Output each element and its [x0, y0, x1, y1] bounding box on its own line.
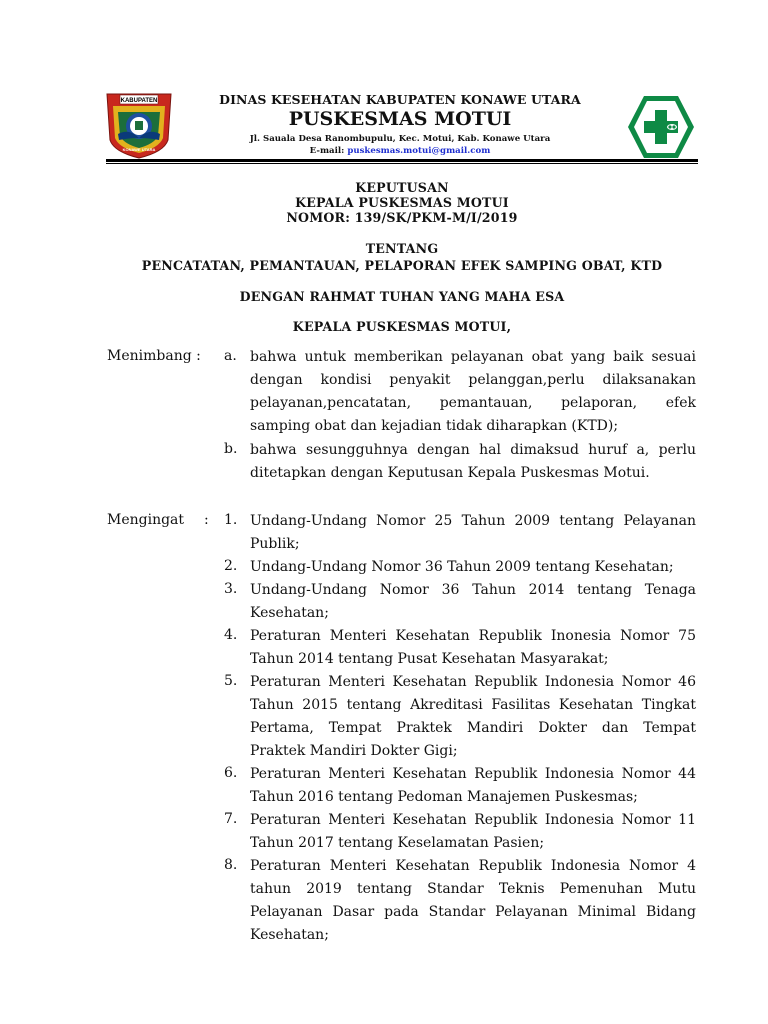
- regency-logo: [104, 90, 174, 160]
- mengingat-marker-8: 8.: [224, 857, 238, 873]
- puskesmas-emblem-icon: [626, 94, 696, 160]
- text-line: dengan kondisi penyakit pelanggan,perlu dilaksanakan: [250, 372, 696, 388]
- decree-title: KEPUTUSAN: [355, 180, 449, 195]
- mengingat-item-4: [250, 625, 696, 671]
- text-line: Tahun 2014 tentang Pusat Kesehatan Masyarakat;: [250, 651, 609, 667]
- text-line: Publik;: [250, 536, 300, 552]
- text-line: ditetapkan dengan Keputusan Kepala Puskesmas Motui.: [250, 465, 650, 481]
- email-link[interactable]: puskesmas.motui@gmail.com: [347, 146, 491, 156]
- letterhead-rule-thin: [106, 163, 698, 164]
- text-line: Tahun 2016 tentang Pedoman Manajemen Puskesmas;: [250, 789, 638, 805]
- text-line: Peraturan Menteri Kesehatan Republik Indonesia Nomor 4: [250, 858, 696, 874]
- mengingat-item-3: [250, 579, 696, 625]
- regency-logo-top-text: KABUPATEN: [120, 98, 158, 105]
- text-line: Tahun 2017 tentang Keselamatan Pasien;: [250, 835, 545, 851]
- mengingat-item-7: [250, 809, 696, 855]
- text-line: Undang-Undang Nomor 25 Tahun 2009 tentang Pelayanan: [250, 513, 696, 529]
- mengingat-item-2: [250, 556, 696, 579]
- regency-logo-bottom-text: KONAWE UTARA: [122, 147, 156, 152]
- text-line: Peraturan Menteri Kesehatan Republik Inonesia Nomor 75: [250, 628, 696, 644]
- mengingat-marker-3: 3.: [224, 581, 238, 597]
- text-line: Peraturan Menteri Kesehatan Republik Indonesia Nomor 11: [250, 812, 696, 828]
- menimbang-marker-b: b.: [224, 441, 238, 457]
- mengingat-marker-4: 4.: [224, 627, 238, 643]
- text-line: Kesehatan;: [250, 927, 329, 943]
- decree-subject: PENCATATAN, PEMANTAUAN, PELAPORAN EFEK SAMPING OBAT, KTD: [141, 258, 663, 273]
- text-line: Peraturan Menteri Kesehatan Republik Indonesia Nomor 44: [250, 766, 696, 782]
- mengingat-item-6: [250, 763, 696, 809]
- mengingat-marker-1: 1.: [224, 512, 238, 528]
- decree-issuer: KEPALA PUSKESMAS MOTUI: [295, 195, 509, 210]
- decree-signatory-heading: KEPALA PUSKESMAS MOTUI,: [292, 319, 512, 334]
- text-line: Undang-Undang Nomor 36 Tahun 2009 tentang Kesehatan;: [250, 559, 674, 575]
- text-line: Tahun 2015 tentang Akreditasi Fasilitas Kesehatan Tingkat: [250, 697, 696, 713]
- mengingat-marker-6: 6.: [224, 765, 238, 781]
- mengingat-item-5: [250, 671, 696, 763]
- facility-address: Jl. Sauala Desa Ranombupulu, Kec. Motui, Kab. Konawe Utara: [249, 134, 551, 144]
- menimbang-item-b: [250, 439, 696, 485]
- letterhead-rule-thick: [106, 159, 698, 162]
- text-line: Pelayanan Dasar pada Standar Pelayanan Minimal Bidang: [250, 904, 696, 920]
- text-line: bahwa sesungguhnya dengan hal dimaksud huruf a, perlu: [250, 442, 696, 458]
- menimbang-label: Menimbang :: [107, 348, 201, 364]
- mengingat-colon: :: [204, 512, 209, 528]
- text-line: Pertama, Tempat Praktek Mandiri Dokter dan Tempat: [250, 720, 696, 736]
- mengingat-item-8: [250, 855, 696, 947]
- text-line: bahwa untuk memberikan pelayanan obat yang baik sesuai: [250, 349, 696, 365]
- email-label: E-mail:: [309, 146, 345, 156]
- puskesmas-logo: [626, 94, 696, 160]
- menimbang-marker-a: a.: [224, 348, 237, 364]
- text-line: pelayanan,pencatatan, pemantauan, pelaporan, efek: [250, 395, 696, 411]
- decree-invocation: DENGAN RAHMAT TUHAN YANG MAHA ESA: [239, 289, 565, 304]
- agency-name: DINAS KESEHATAN KABUPATEN KONAWE UTARA: [219, 92, 581, 107]
- text-line: Peraturan Menteri Kesehatan Republik Indonesia Nomor 46: [250, 674, 696, 690]
- mengingat-marker-5: 5.: [224, 673, 238, 689]
- text-line: Kesehatan;: [250, 605, 329, 621]
- mengingat-marker-2: 2.: [224, 558, 238, 574]
- menimbang-item-a: [250, 346, 696, 438]
- mengingat-label: Mengingat: [107, 512, 185, 528]
- regency-shield-icon: [104, 90, 174, 160]
- mengingat-marker-7: 7.: [224, 811, 238, 827]
- mengingat-item-1: [250, 510, 696, 556]
- facility-email-line: [190, 146, 610, 156]
- text-line: Undang-Undang Nomor 36 Tahun 2014 tentang Tenaga: [250, 582, 696, 598]
- text-line: samping obat dan kejadian tidak diharapkan (KTD);: [250, 418, 619, 434]
- decree-number: NOMOR: 139/SK/PKM-M/I/2019: [286, 210, 518, 225]
- decree-tentang: TENTANG: [365, 241, 439, 256]
- facility-name: PUSKESMAS MOTUI: [288, 108, 512, 130]
- text-line: tahun 2019 tentang Standar Teknis Pemenuhan Mutu: [250, 881, 696, 897]
- text-line: Praktek Mandiri Dokter Gigi;: [250, 743, 458, 759]
